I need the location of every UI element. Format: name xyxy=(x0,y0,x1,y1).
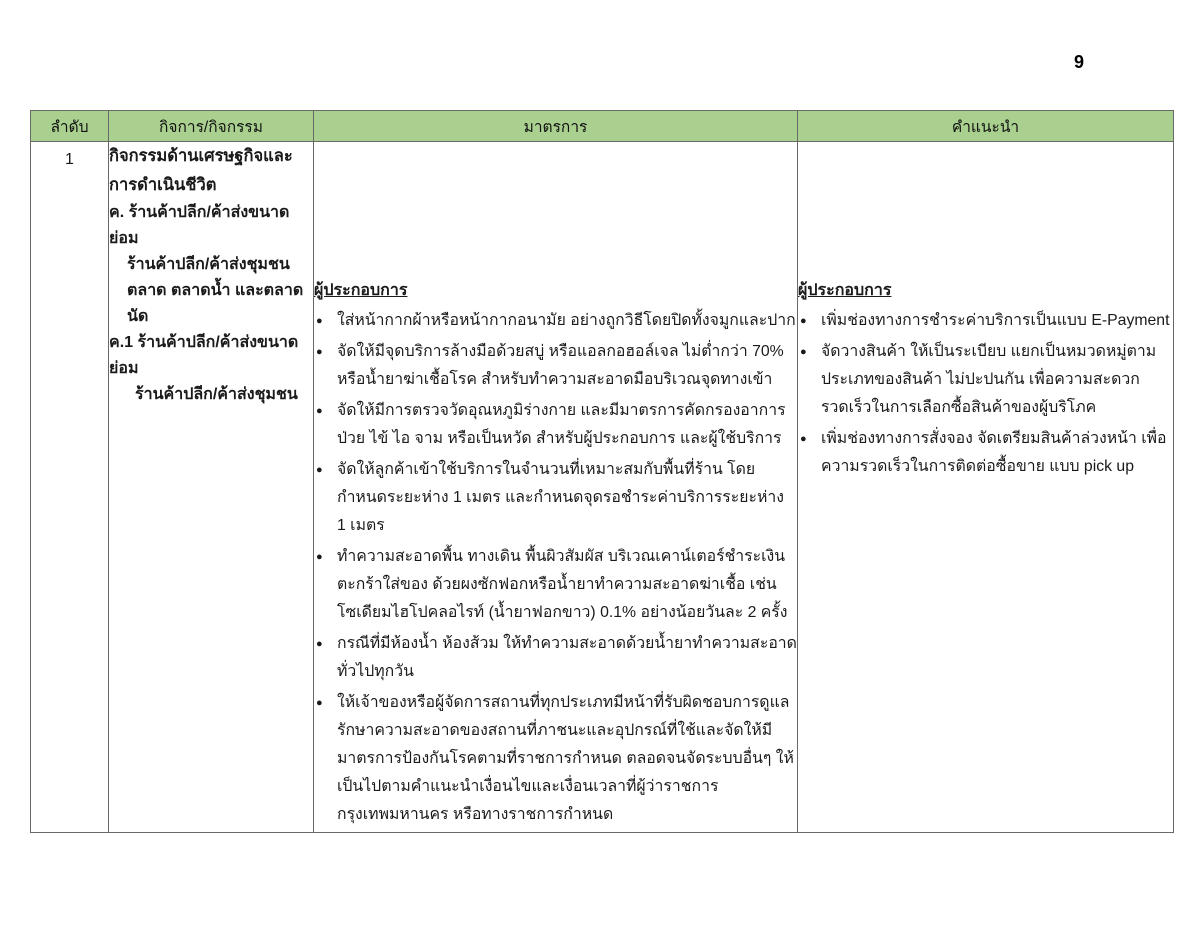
col-header-order: ลำดับ xyxy=(31,111,109,142)
list-item: ● ให้เจ้าของหรือผู้จัดการสถานที่ทุกประเภทมีหน้าที่รับผิดชอบการดูแลรักษาความสะอาดของสถานที่ภาชนะและอุปกรณ์ที่ใช้และจัดให้มีมาตรการป้องกันโรคตามที่ราชการกำหนด ตลอดจนจัดระบบอื่นๆ ให้เป็นไปตามคำแนะนำเงื่อนไขและเงื่อนเวลาที่ผู้ว่าราชการกรุงเทพมหานคร หรือทางราชการกำหนด xyxy=(314,689,797,829)
activity-line: ตลาด ตลาดน้ำ และตลาดนัด xyxy=(127,282,304,325)
list-item: ● จัดให้มีจุดบริการล้างมือด้วยสบู่ หรือแอลกอฮอล์เจล ไม่ต่ำกว่า 70% หรือน้ำยาฆ่าเชื้อโรค สำหรับทำความสะอาดมือบริเวณจุดทางเข้า xyxy=(314,338,797,394)
list-item: ● ทำความสะอาดพื้น ทางเดิน พื้นผิวสัมผัส บริเวณเคาน์เตอร์ชำระเงิน ตะกร้าใส่ของ ด้วยผงซักฟอกหรือน้ำยาทำความสะอาดฆ่าเชื้อ เช่น โซเดียมไฮโปคลอไรท์ (น้ำยาฟอกขาว) 0.1% อย่างน้อยวันละ 2 ครั้ง xyxy=(314,543,797,627)
recommendations-heading: ผู้ประกอบการ xyxy=(798,282,892,299)
list-item: ● จัดให้ลูกค้าเข้าใช้บริการในจำนวนที่เหมาะสมกับพื้นที่ร้าน โดยกำหนดระยะห่าง 1 เมตร และกำหนดจุดรอชำระค่าบริการระยะห่าง 1 เมตร xyxy=(314,456,797,540)
cell-order xyxy=(31,142,109,833)
col-header-activity: กิจการ/กิจกรรม xyxy=(109,111,314,142)
row-order-number: 1 xyxy=(65,151,74,168)
measures-list xyxy=(314,307,797,829)
activity-lines xyxy=(109,200,313,408)
cell-recommendations xyxy=(798,142,1174,833)
activity-title-line: กิจกรรมด้านเศรษฐกิจและ xyxy=(109,147,293,165)
recommendations-spacer xyxy=(798,142,1173,278)
table-row xyxy=(31,142,1174,833)
activity-line: ร้านค้าปลีก/ค้าส่งชุมชน xyxy=(127,256,290,273)
col-header-recommendations: คำแนะนำ xyxy=(798,111,1174,142)
list-item: ● จัดให้มีการตรวจวัดอุณหภูมิร่างกาย และมีมาตรการคัดกรองอาการป่วย ไข้ ไอ จาม หรือเป็นหวัด สำหรับผู้ประกอบการ และผู้ใช้บริการ xyxy=(314,397,797,453)
page-number: 9 xyxy=(1074,52,1085,72)
list-item: ● เพิ่มช่องทางการสั่งจอง จัดเตรียมสินค้าล่วงหน้า เพื่อความรวดเร็วในการติดต่อซื้อขาย แบบ pick up xyxy=(798,425,1173,481)
list-item: ● กรณีที่มีห้องน้ำ ห้องส้วม ให้ทำความสะอาดด้วยน้ำยาทำความสะอาดทั่วไปทุกวัน xyxy=(314,630,797,686)
list-item: ● ใส่หน้ากากผ้าหรือหน้ากากอนามัย อย่างถูกวิธีโดยปิดทั้งจมูกและปาก xyxy=(314,307,797,335)
table-header-row xyxy=(31,111,1174,142)
measures-table xyxy=(30,110,1174,833)
activity-line: ค. ร้านค้าปลีก/ค้าส่งขนาดย่อม xyxy=(109,204,290,247)
measures-heading: ผู้ประกอบการ xyxy=(314,282,408,299)
list-item: ● จัดวางสินค้า ให้เป็นระเบียบ แยกเป็นหมวดหมู่ตามประเภทของสินค้า ไม่ปะปนกัน เพื่อความสะดวกรวดเร็วในการเลือกซื้อสินค้าของผู้บริโภค xyxy=(798,338,1173,422)
col-header-measures: มาตรการ xyxy=(314,111,798,142)
activity-title-line: การดำเนินชีวิต xyxy=(109,176,217,194)
recommendations-list xyxy=(798,307,1173,481)
measures-spacer xyxy=(314,142,797,278)
cell-activity xyxy=(109,142,314,833)
list-item: ● เพิ่มช่องทางการชำระค่าบริการเป็นแบบ E-Payment xyxy=(798,307,1173,335)
activity-line: ร้านค้าปลีก/ค้าส่งชุมชน xyxy=(135,386,298,403)
activity-line: ค.1 ร้านค้าปลีก/ค้าส่งขนาดย่อม xyxy=(109,334,299,377)
cell-measures xyxy=(314,142,798,833)
activity-title xyxy=(109,142,313,200)
